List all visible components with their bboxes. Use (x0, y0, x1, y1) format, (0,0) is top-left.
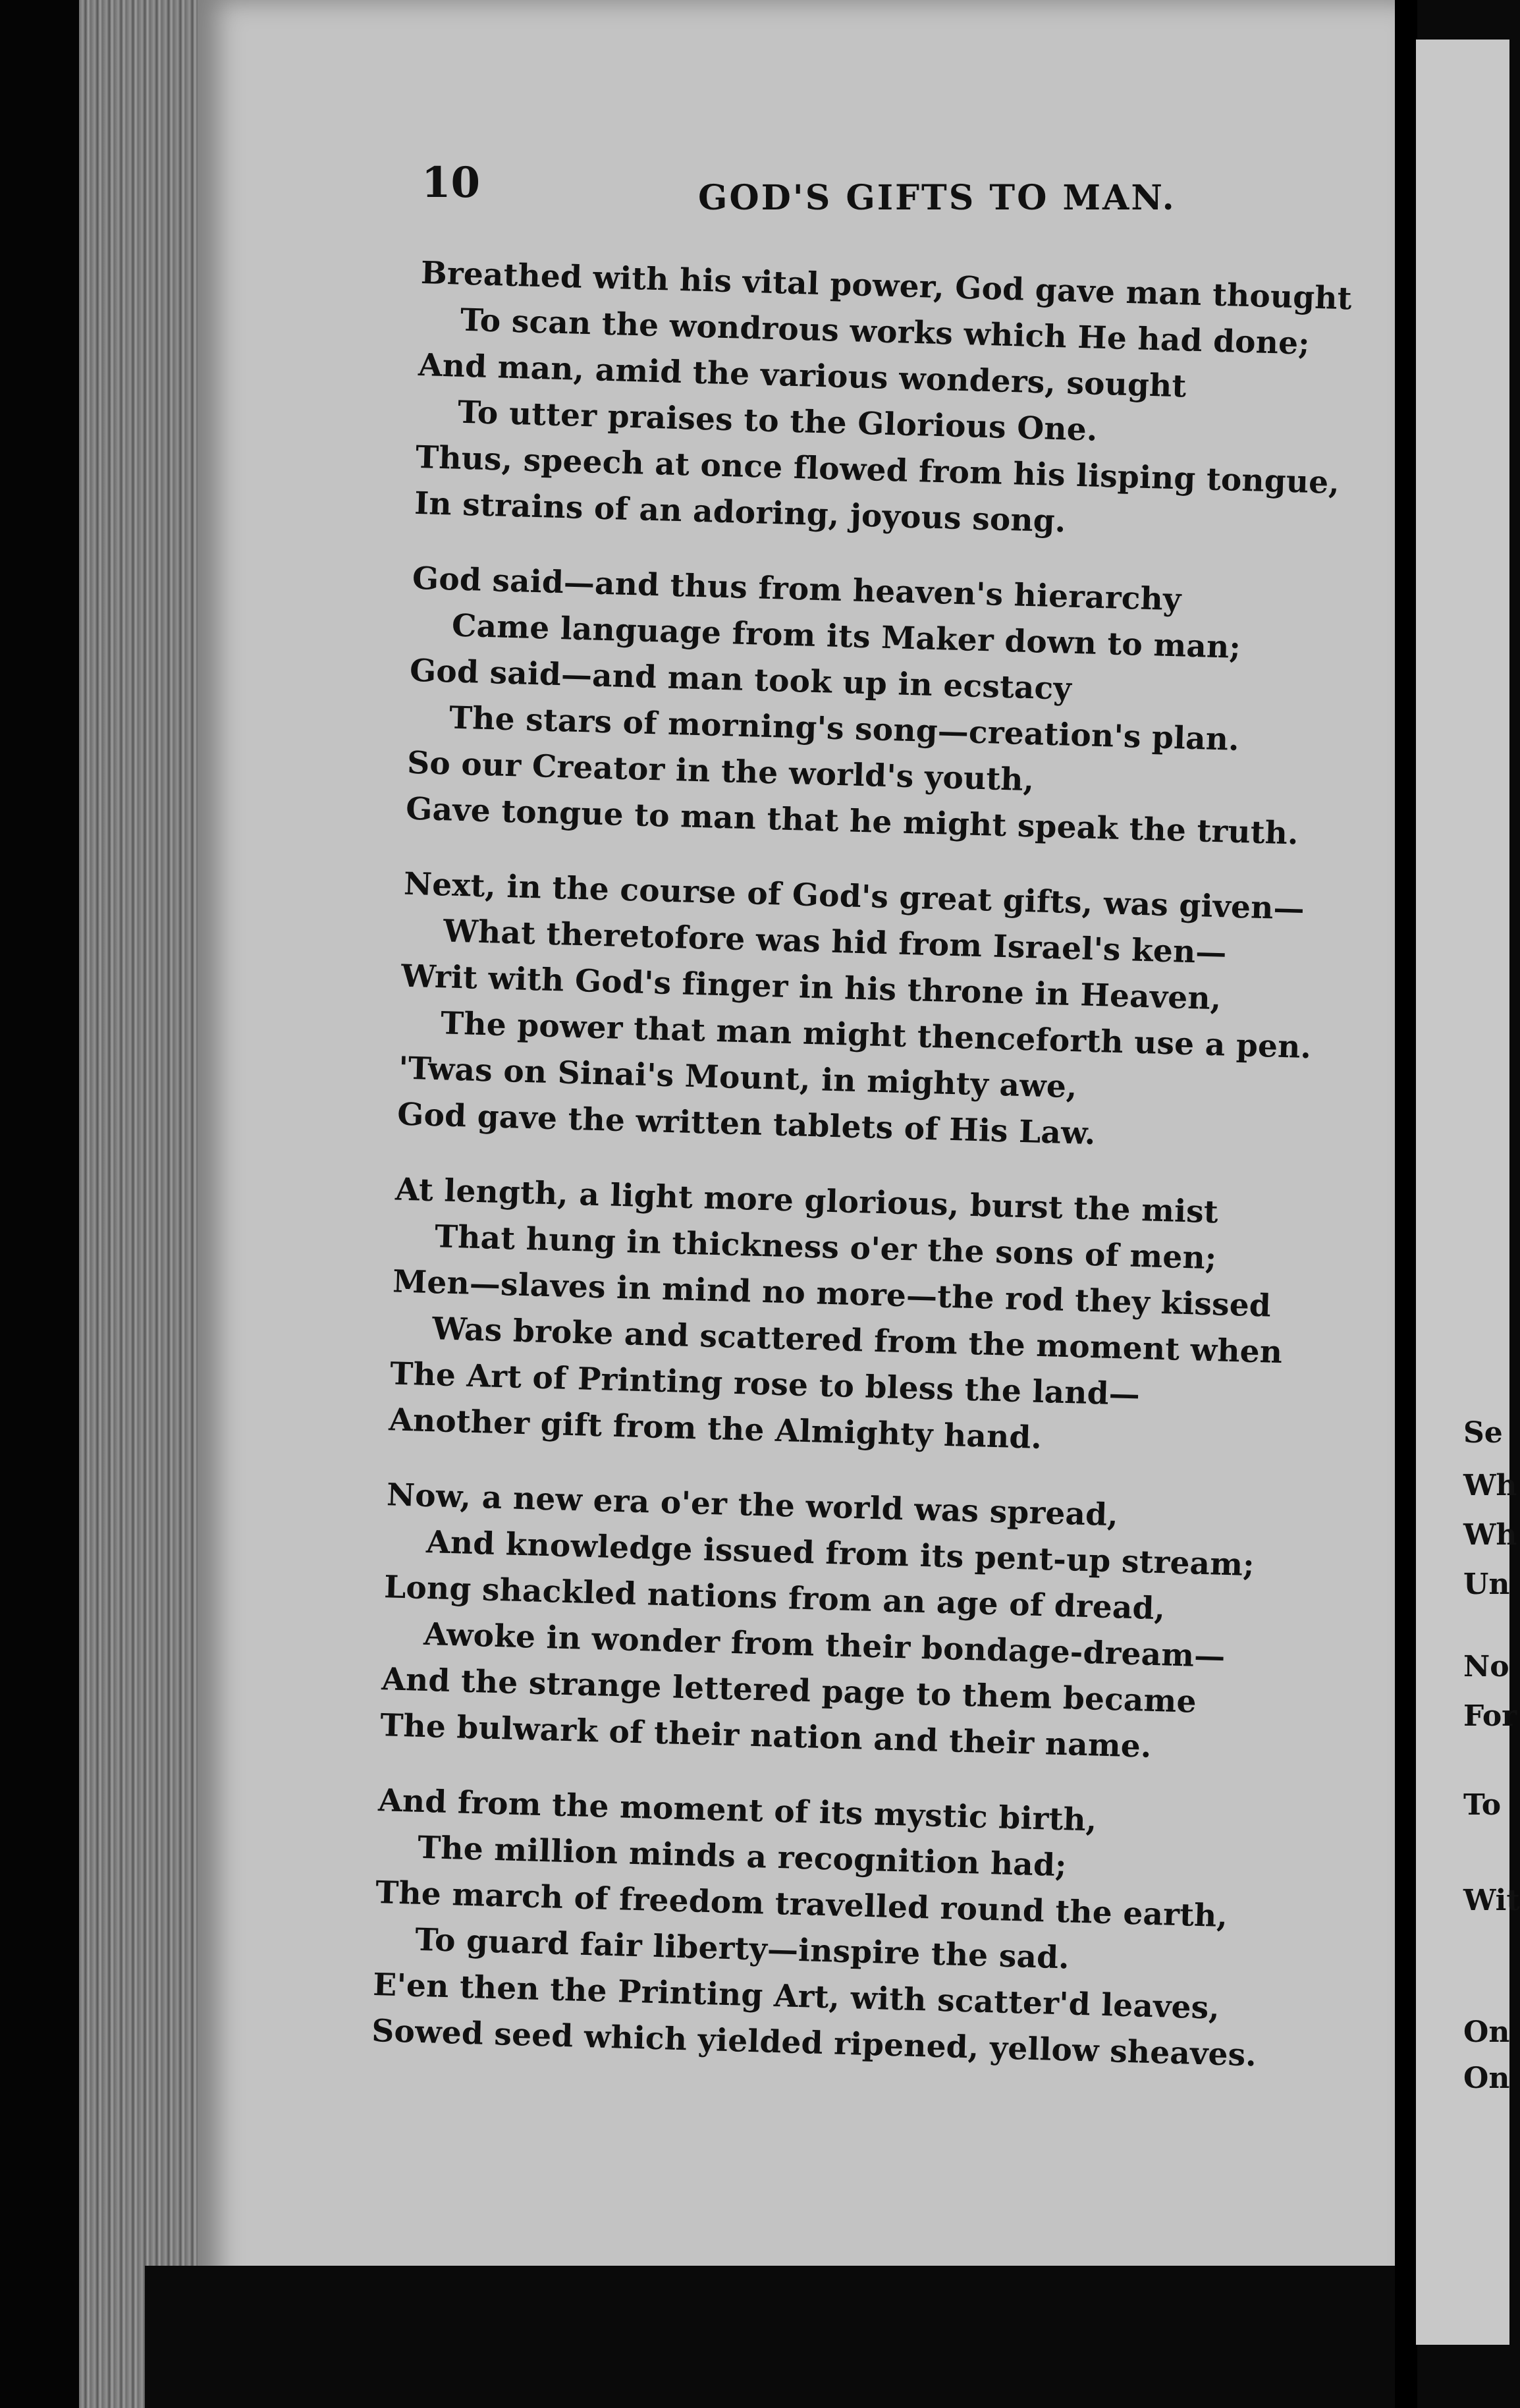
poem-line: In strains of an adoring, joyous song. (414, 485, 1067, 540)
poem-line: Sowed seed which yielded ripened, yellow sheaves. (371, 2012, 1257, 2074)
poem-line: Next, in the course of God's great gifts, was given— (403, 865, 1305, 927)
poem-line: Long shackled nations from an age of dread, (383, 1569, 1166, 1628)
poem-line: The stars of morning's song—creation's plan. (448, 699, 1240, 758)
poem-line: The march of freedom travelled round the earth, (375, 1874, 1228, 1935)
poem-line: God said—and thus from heaven's hierarchy (412, 560, 1182, 618)
page-number: 10 (421, 158, 481, 207)
poem-line: The Art of Printing rose to bless the land— (389, 1355, 1141, 1413)
poem-line: And man, amid the various wonders, sought (418, 346, 1187, 405)
poem-line: To guard fair liberty—inspire the sad. (414, 1921, 1070, 1977)
stanza (379, 1472, 1361, 1776)
poem (370, 250, 1396, 2110)
stanza (414, 250, 1396, 554)
facing-page-fragment: Wh (1463, 1469, 1517, 1502)
poem-line: To scan the wondrous works which He had done; (460, 302, 1311, 362)
poem-line: Writ with God's finger in his throne in Heaven, (400, 958, 1222, 1018)
poem-line: Gave tongue to man that he might speak the truth. (405, 790, 1299, 852)
poem-line: To utter praises to the Glorious One. (457, 394, 1099, 449)
poem-line: Another gift from the Almighty hand. (388, 1402, 1043, 1456)
poem-line: 'Twas on Sinai's Mount, in mighty awe, (398, 1050, 1078, 1106)
poem-line: And knowledge issued from its pent-up stream; (425, 1523, 1255, 1584)
poem-line: E'en then the Printing Art, with scatter'd leaves, (372, 1966, 1220, 2027)
facing-page-fragment: Se (1463, 1416, 1503, 1450)
facing-page-fragment: For (1463, 1699, 1517, 1733)
poem-line: The bulwark of their nation and their name. (379, 1707, 1153, 1765)
poem-line: Awoke in wonder from their bondage-dream— (423, 1616, 1226, 1675)
poem-line: And the strange lettered page to them became (381, 1661, 1197, 1720)
poem-line: The million minds a recognition had; (417, 1829, 1068, 1884)
poem-line: That hung in thickness o'er the sons of men; (434, 1218, 1218, 1277)
facing-page-fragment: Wh (1463, 1518, 1517, 1552)
scan-bottom-border (145, 2266, 1396, 2408)
facing-page-fragment: On (1463, 2062, 1510, 2095)
stanza (405, 556, 1387, 860)
poem-line: Thus, speech at once flowed from his lisping tongue, (415, 439, 1340, 502)
page-header (421, 158, 1396, 231)
poem-line: At length, a light more glorious, burst the mist (394, 1171, 1219, 1231)
book-gutter (1395, 0, 1417, 2408)
facing-page-fragment: Un (1463, 1568, 1510, 1601)
poem-line: So our Creator in the world's youth, (406, 744, 1035, 799)
facing-page (1416, 40, 1509, 2345)
poem-line: Now, a new era o'er the world was spread, (386, 1477, 1119, 1534)
stanza (396, 862, 1378, 1165)
poem-line: God gave the written tablets of His Law. (396, 1096, 1097, 1153)
poem-line: And from the moment of its mystic birth, (377, 1782, 1098, 1839)
poem-line: Was broke and scattered from the moment when (431, 1311, 1283, 1371)
poem-line: What theretofore was hid from Israel's ken— (443, 913, 1228, 971)
poem-line: The power that man might thenceforth use a pen. (440, 1005, 1312, 1066)
poem-line: God said—and man took up in ecstacy (409, 652, 1072, 707)
facing-page-fragment: No (1463, 1650, 1509, 1683)
poem-line: Men—slaves in mind no more—the rod they kissed (392, 1263, 1272, 1325)
facing-page-fragment: On (1463, 2015, 1510, 2049)
stanza (371, 1778, 1353, 2081)
facing-page-fragment: Wit (1463, 1884, 1520, 1917)
stanza (388, 1166, 1370, 1470)
running-title: GOD'S GIFTS TO MAN. (698, 178, 1176, 218)
poem-line: Breathed with his vital power, God gave man thought (420, 254, 1353, 317)
facing-page-fragment: To (1463, 1788, 1502, 1822)
poem-line: Came language from its Maker down to man; (451, 607, 1241, 666)
